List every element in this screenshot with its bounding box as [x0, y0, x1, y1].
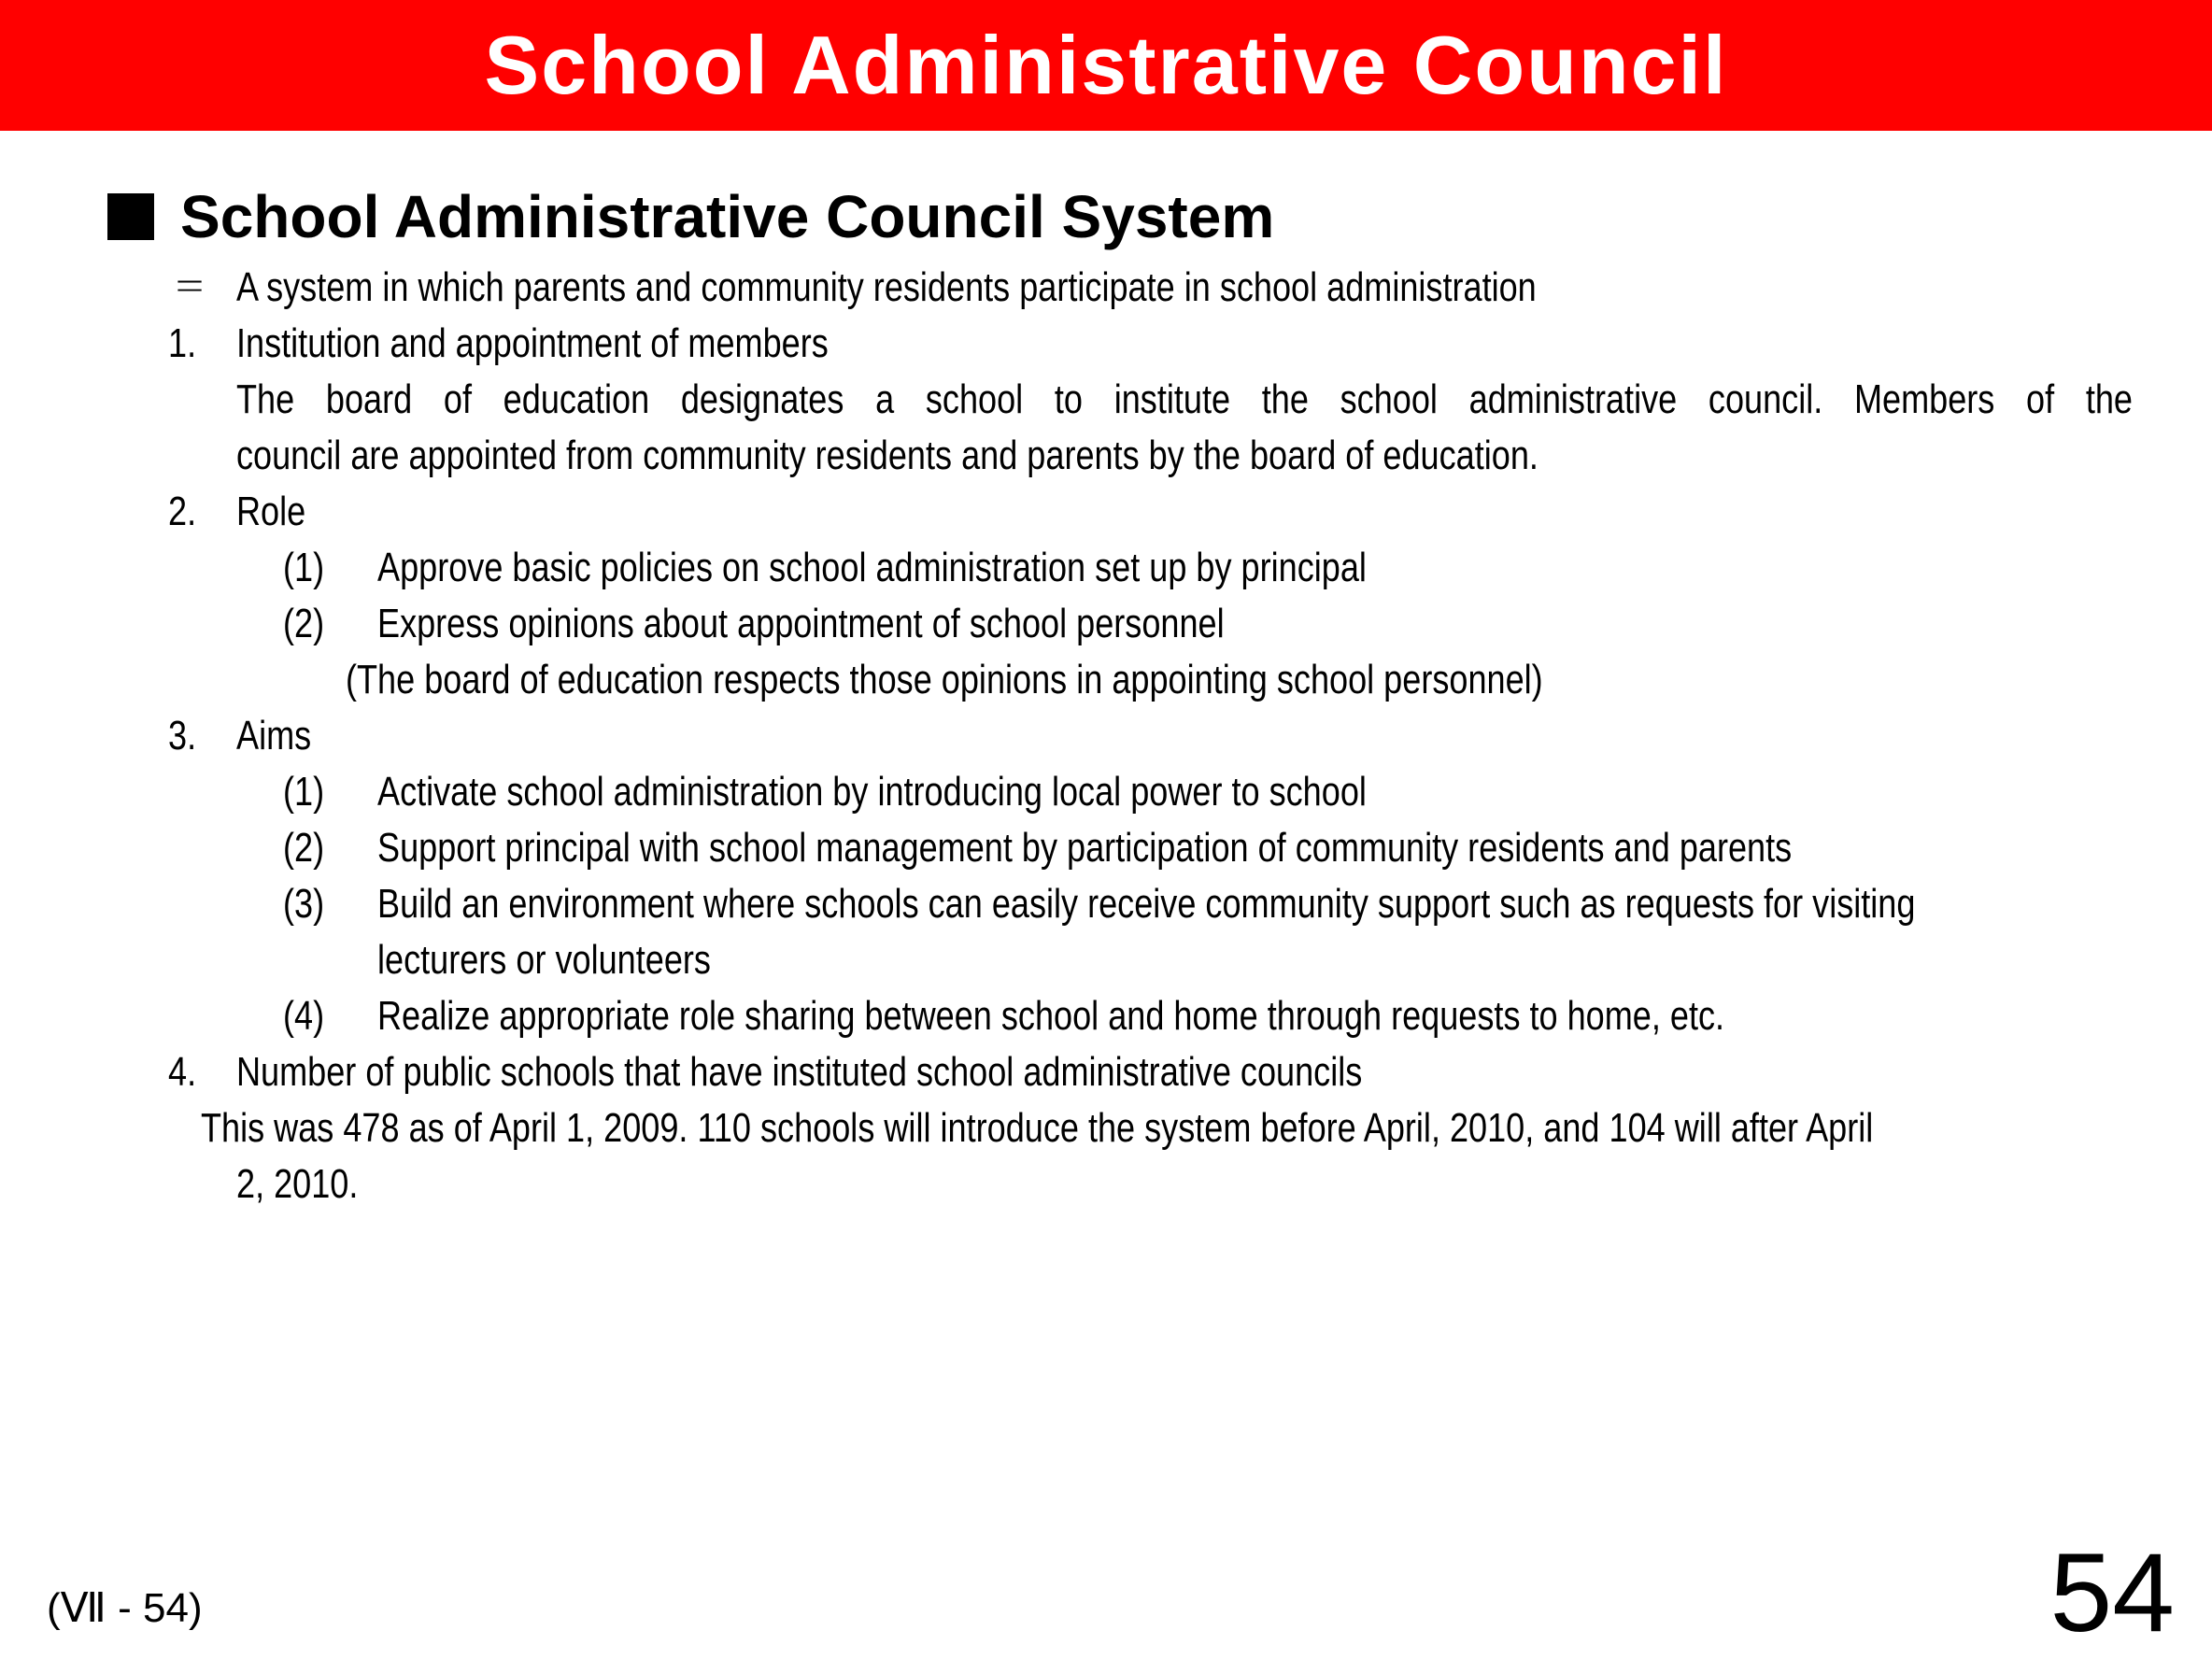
definition-marker: ＝ [173, 264, 207, 310]
section-heading [107, 183, 1275, 250]
item-3-sub-3-text: Build an environment where schools can easily receive community support such as requests for visiting [377, 881, 1916, 927]
item-3-sub-1-text: Activate school administration by introducing local power to school [377, 769, 1367, 815]
item-1-number: 1. [168, 320, 197, 366]
item-3-sub-2-number: (2) [283, 825, 325, 871]
item-3-sub-4-number: (4) [283, 993, 325, 1039]
item-1-body-line-2: council are appointed from community residents and parents by the board of education. [236, 432, 1538, 478]
title-banner [0, 0, 2212, 131]
item-2-note: (The board of education respects those opinions in appointing school personnel) [346, 657, 1543, 702]
item-4-body-line-1: This was 478 as of April 1, 2009. 110 schools will introduce the system before April, 2010, and 104 will after April [201, 1105, 1874, 1151]
item-4-body-line-2: 2, 2010. [236, 1161, 359, 1207]
item-2-sub-2-number: (2) [283, 601, 325, 646]
item-3-sub-4-text: Realize appropriate role sharing between school and home through requests to home, etc. [377, 993, 1725, 1039]
definition-text: A system in which parents and community residents participate in school administration [236, 264, 1537, 310]
item-3-sub-3-text-cont: lecturers or volunteers [377, 937, 711, 983]
item-3-sub-2-text: Support principal with school management by participation of community residents and parents [377, 825, 1793, 871]
section-heading-text: School Administrative Council System [180, 183, 1275, 250]
page-title: School Administrative Council [484, 19, 1728, 111]
page-number: 54 [2049, 1530, 2175, 1655]
item-3-number: 3. [168, 713, 197, 759]
slide-code: (Ⅶ - 54) [47, 1585, 203, 1631]
black-square-icon [107, 193, 154, 240]
item-3-sub-3-number: (3) [283, 881, 325, 927]
item-2-sub-1-text: Approve basic policies on school administration set up by principal [377, 545, 1367, 590]
item-3-title: Aims [236, 713, 312, 759]
item-4-title: Number of public schools that have instituted school administrative councils [236, 1049, 1363, 1095]
item-2-number: 2. [168, 489, 197, 534]
item-4-number: 4. [168, 1049, 197, 1095]
item-1-body-line-1: The board of education designates a school to institute the school administrative council. Members of the [236, 376, 2133, 422]
item-2-sub-1-number: (1) [283, 545, 325, 590]
item-2-sub-2-text: Express opinions about appointment of school personnel [377, 601, 1225, 646]
item-1-title: Institution and appointment of members [236, 320, 829, 366]
item-2-title: Role [236, 489, 306, 534]
item-3-sub-1-number: (1) [283, 769, 325, 815]
